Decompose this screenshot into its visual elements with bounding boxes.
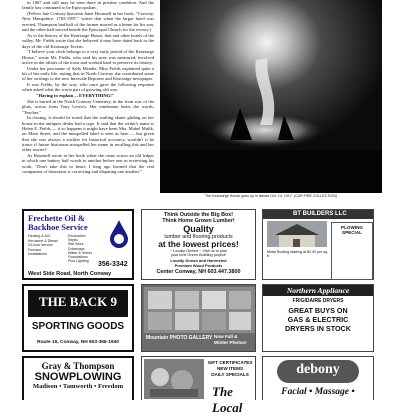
bt-plowing-special: SPECIAL <box>342 230 362 235</box>
article-paragraph: "Having to explain ... EVERYTHING!" <box>36 93 115 99</box>
article-paragraph: "I believe your clerk belongs to a very early period of the Kearsarge House," wrote Mr. Fields, who said his note was measured, involved active in the affairs of the town and worked hard to preserve its history. <box>22 49 154 65</box>
article-paragraph: As Hounsell wrote in her book when she came across an old ledger in which one battery half words to another before one in reviewing his work, "Don't take this to heart; I long ago learned that the real companion of historians is correcting and disputing one another." <box>22 153 154 175</box>
fire-photo <box>160 0 382 193</box>
lumber-footer: Center Conway, NH 603.447.3800 <box>156 269 241 275</box>
debony-services: Facial • Massage • <box>281 387 355 397</box>
lumber-locally-owned: ~ Locally Owned ~ Visit us to plan <box>169 249 228 253</box>
lumber-headline-2: Think Home Grown Lumber! <box>162 218 235 224</box>
ad-bt-builders[interactable] <box>262 209 374 280</box>
appliance-name: Northern Appliance <box>286 286 350 295</box>
frechette-title-1: Frechette Oil & <box>28 213 85 223</box>
lumber-headline-1: Think Outside the Big Box! <box>163 212 234 218</box>
ad-the-local[interactable] <box>141 356 256 415</box>
lumber-quality: Quality <box>183 224 214 234</box>
service-item: Excavation <box>68 234 86 238</box>
photo-caption: The Kearsarge House goes up in flames Oct. 14, 1917. (CAR FIRE COLLECTION) <box>204 194 338 198</box>
article-paragraph: Under her pen name of Sally Meader, Miss Fields explained quite a bit of her early life, noting that in North Conway she contributed some of her writings to the new Intervale Reporter and Kearsarge newspaper. <box>22 65 154 82</box>
article-paragraph: in 1867 and still may be seen there in pristine condition. And the family has continued to be Episcopalian. <box>22 0 154 11</box>
gallery-name: Mountain PHOTO GALLERY <box>146 335 213 341</box>
service-item: 24-hour service <box>28 243 53 248</box>
article-paragraph: It was Fields, by the way, who once gave the following response when asked what the worst part of growing old was: <box>22 82 154 93</box>
frechette-address: West Side Road, North Conway <box>28 271 112 277</box>
back9-title: SPORTING GOODS <box>31 321 125 332</box>
ad-lumber[interactable] <box>141 209 256 280</box>
gray-thompson-towns: Madison • Tamworth • Freedom <box>32 383 124 390</box>
lumber-locally-grown: Locally Grown and Harvested <box>170 258 227 263</box>
back9-footer: Route 16, Conway, NH 603-356-1940 <box>37 340 119 345</box>
gallery-photos-image <box>144 287 255 333</box>
service-item: Installations <box>28 252 47 257</box>
back9-logo: THE BACK 9 <box>38 294 117 309</box>
ad-northern-appliance[interactable] <box>262 284 374 352</box>
service-item: Water & Sewer <box>68 250 93 255</box>
lumber-green-building: your next Green Building project! <box>170 253 227 257</box>
appliance-line-2: GAS & ELECTRIC <box>287 315 349 324</box>
lumber-lowest-prices: at the lowest prices! <box>158 239 239 249</box>
bt-roofing-text: Metal Roofing starting at $2.00 per sq. ft. <box>267 250 328 259</box>
article-paragraph: As to the history of the Kearsarge House, that and other hotels of the valley, Mr. Fields wrote that she believed it may have dated back to the days of the old Kearsarge Tavern. <box>22 32 154 49</box>
service-item: Plus Lighting <box>68 259 89 264</box>
frechette-services-left <box>28 234 64 257</box>
service-item: Furnace <box>28 247 42 252</box>
ad-frechette-oil[interactable] <box>22 209 134 280</box>
local-gift-text <box>206 360 254 378</box>
service-item: Heating & A/C <box>28 234 51 238</box>
ad-back9[interactable] <box>22 284 134 352</box>
service-item: Site Work <box>68 242 84 247</box>
service-item: Foundations <box>68 255 88 260</box>
debony-logo: debony <box>296 362 340 377</box>
appliance-line-1: GREAT BUYS ON <box>288 306 348 315</box>
service-item: Driveways <box>68 246 85 251</box>
lumber-products: lumber and flooring products <box>164 234 233 240</box>
service-item: Kerosene & Diesel <box>28 238 58 243</box>
appliance-brand: FRIGIDAIRE DRYERS <box>292 298 344 304</box>
article-paragraph: (Fellow late Conway historian Janet Hounsell in her book, "Conway, New Hampshire: 1765-1997," writes that when the larger hotel was erected, Thompson had half of the former moved as a home for his son, and the other half moved beside the Episcopal Church for the rectory.) <box>22 11 154 33</box>
bt-plowing-box <box>331 222 373 280</box>
article-paragraph: In closing, it should be noted that the smiling skater gliding on her house in the antiques dealer had a type. It said that the writer's name is Helen E. Fields — it so happens it might have been Mrs. Mabel Mulik, on Main Street, and the misspelled label is seen as here — but given that she was always a stickler for historical accuracy, wouldn't it be ironic if future historians misspelled her name in recalling this and her other stories? <box>22 115 154 153</box>
service-item: Septic <box>68 238 78 243</box>
local-gift-line: DAILY SPECIALS <box>211 372 249 377</box>
local-gift-line: NEW ITEMS <box>216 366 244 371</box>
oil-drop-icon <box>108 219 130 249</box>
gallery-cta-2: Winter Photos! <box>214 340 247 345</box>
lumber-premium: Premium Wood Products <box>174 263 223 268</box>
frechette-services-right <box>68 234 102 263</box>
fire-photo-image <box>160 0 382 193</box>
house-photo-icon <box>267 221 327 247</box>
gray-thompson-name: Gray & Thompson <box>41 361 115 371</box>
ad-gray-thompson[interactable] <box>22 356 134 400</box>
article-paragraph: She is buried in the North Conway Cemetery, in the front row of the plots, across from Tony Lewis's. Her tombstone bears the words, "Teacher." <box>22 98 154 115</box>
frechette-title-2: Backhoe Service <box>28 222 88 232</box>
ad-photo-gallery[interactable] <box>141 284 256 352</box>
ad-debony[interactable] <box>262 356 374 400</box>
local-gift-line: GIFT CERTIFICATES <box>207 360 253 365</box>
local-logo: The Local <box>212 384 243 415</box>
bt-plowing-title: PLOWING <box>341 225 363 230</box>
article-column <box>22 0 154 200</box>
gray-thompson-service: SNOWPLOWING <box>34 371 122 383</box>
gallery-cta-1: Now Fall & <box>214 334 238 339</box>
appliance-line-3: DRYERS IN STOCK <box>285 324 351 333</box>
frechette-phone: 356-3342 <box>98 261 128 268</box>
grocery-photo-image <box>144 359 204 399</box>
bt-name: BT BUILDERS LLC <box>293 211 347 217</box>
